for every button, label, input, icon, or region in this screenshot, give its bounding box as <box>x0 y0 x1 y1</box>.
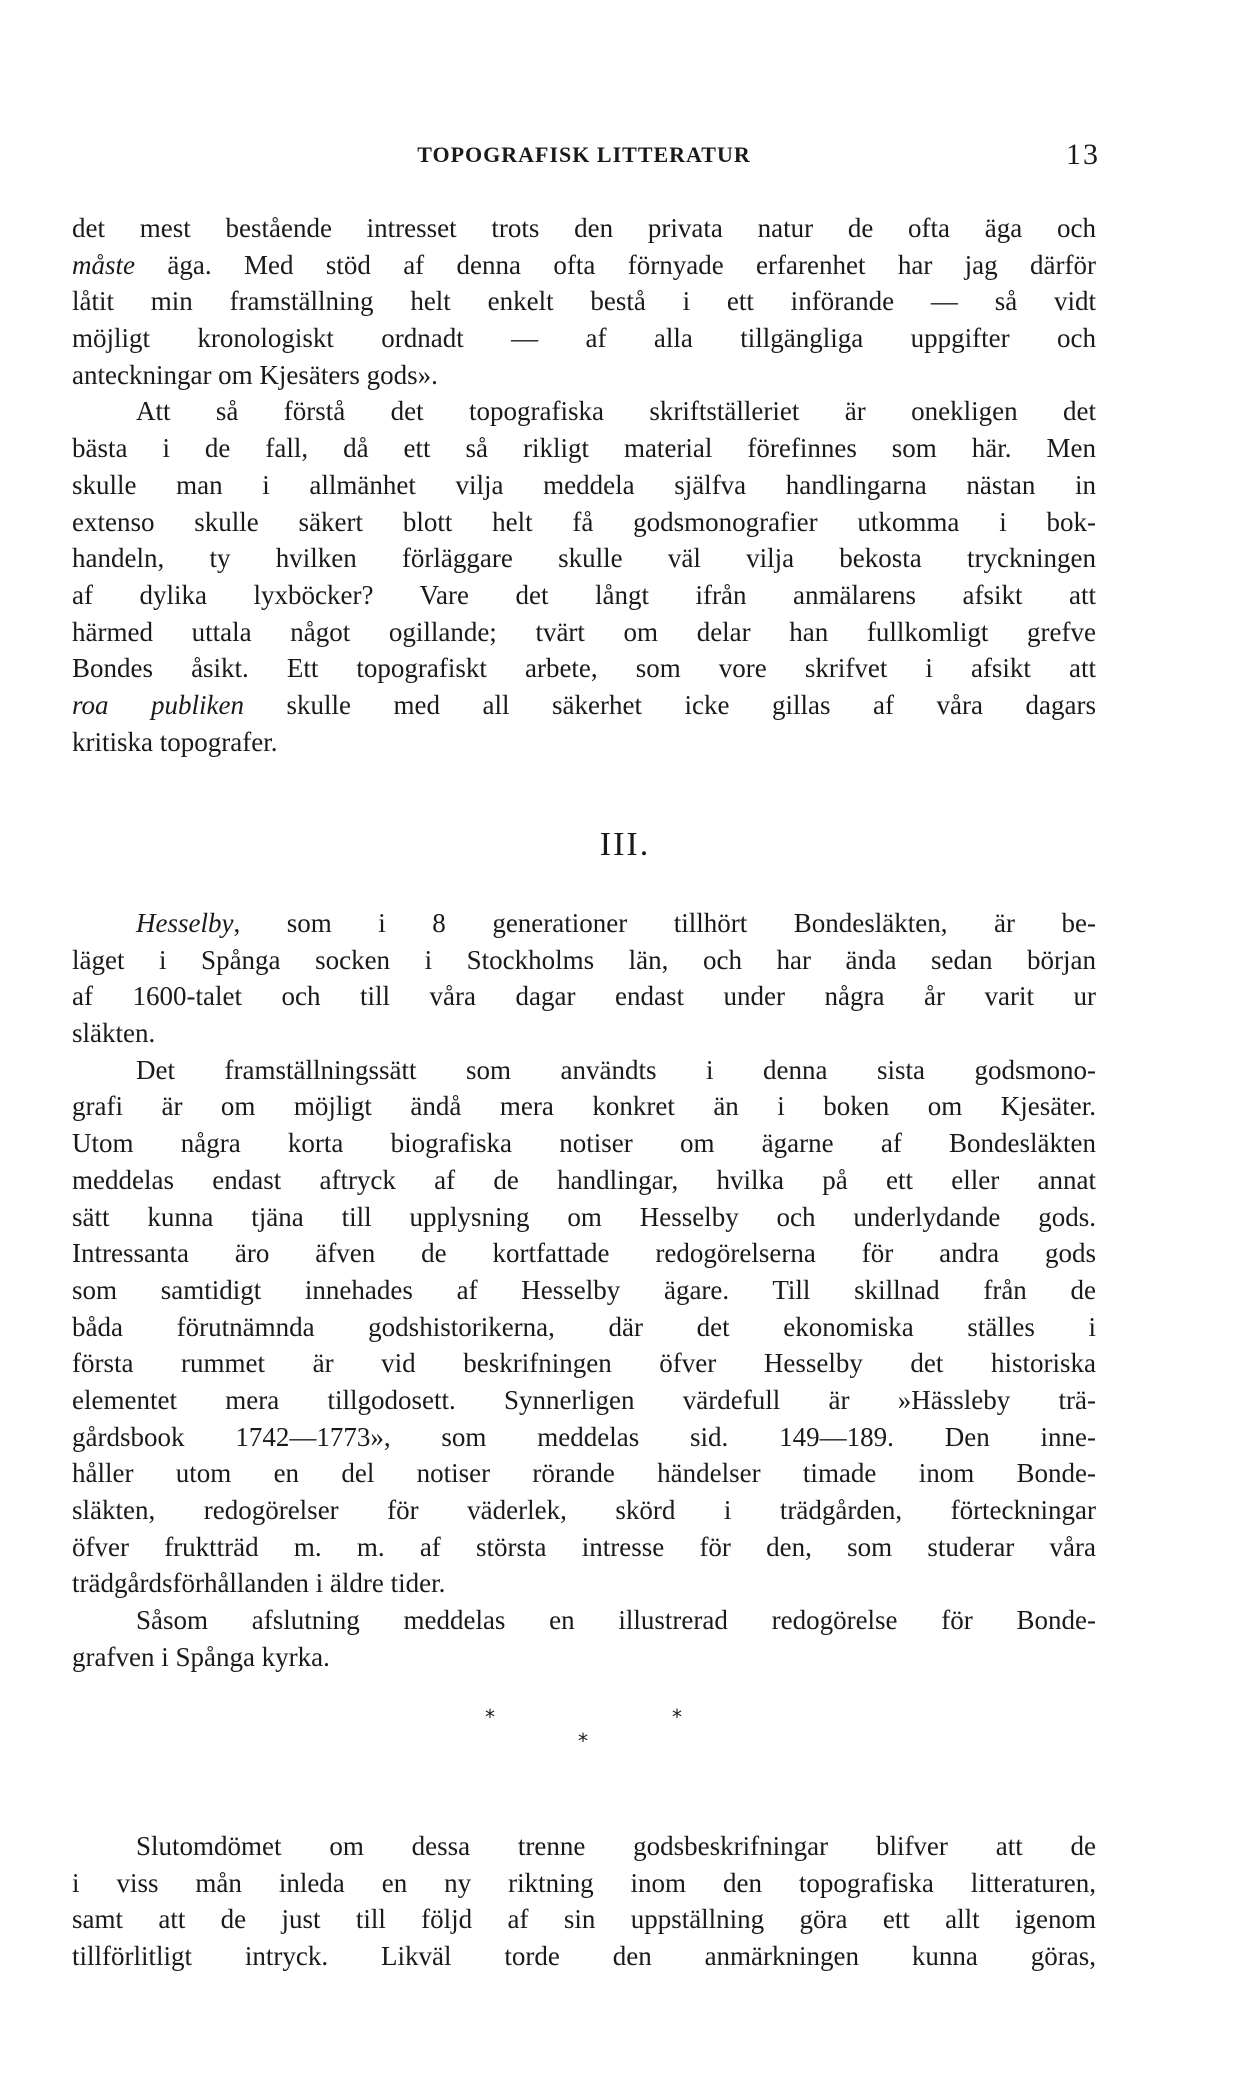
text-line: handeln, ty hvilken förläggare skulle väl vilja bekosta tryckningen <box>72 543 1096 574</box>
text-line: af 1600-talet och till våra dagar endast under några år varit ur <box>72 981 1096 1012</box>
text-line: sätt kunna tjäna till upplysning om Hesselby och underlydande gods. <box>72 1201 1096 1232</box>
text-line: af dylika lyxböcker? Vare det långt ifrån anmälarens afsikt att <box>72 579 1096 610</box>
italic-phrase: roa publiken <box>72 689 244 720</box>
text-line: Att så förstå det topografiska skriftställeriet är onekligen det <box>136 396 1096 427</box>
text-line: meddelas endast aftryck af de handlingar, hvilka på ett eller annat <box>72 1164 1096 1195</box>
text-line: Bondes åsikt. Ett topografiskt arbete, som vore skrifvet i afsikt att <box>72 653 1096 684</box>
text-line: Såsom afslutning meddelas en illustrerad redogörelse för Bonde- <box>136 1605 1096 1636</box>
text-line: det mest bestående intresset trots den privata natur de ofta äga och <box>72 213 1096 243</box>
text-line: läget i Spånga socken i Stockholms län, och har ända sedan början <box>72 944 1096 975</box>
text-line: släkten, redogörelser för väderlek, skörd i trädgården, förteckningar <box>72 1495 1096 1525</box>
page-number: 13 <box>1066 138 1100 171</box>
text-line: släkten. <box>72 1018 156 1049</box>
text-line: härmed uttala något ogillande; tvärt om delar han fullkomligt grefve <box>72 616 1096 647</box>
text-line: båda förutnämnda godshistorikerna, där det ekonomiska ställes i <box>72 1311 1096 1342</box>
text-line <box>72 247 1096 284</box>
separator-star: * <box>578 1729 588 1753</box>
text-line <box>72 687 1096 724</box>
text-line: grafven i Spånga kyrka. <box>72 1641 330 1672</box>
intro-paragraphs <box>72 210 1096 760</box>
section-paragraphs <box>72 905 1096 1675</box>
text-line <box>72 905 1096 942</box>
text-line: bästa i de fall, då ett så rikligt material förefinnes som här. Men <box>72 433 1096 464</box>
text-line: håller utom en del notiser rörande händelser timade inom Bonde- <box>72 1458 1096 1489</box>
text-line: grafi är om möjligt ändå mera konkret än i boken om Kjesäter. <box>72 1091 1096 1122</box>
text-line: elementet mera tillgodosett. Synnerligen värdefull är »Hässleby trä- <box>72 1384 1096 1415</box>
text-line: i viss mån inleda en ny riktning inom den topografiska litteraturen, <box>72 1867 1096 1898</box>
text-line: extenso skulle säkert blott helt få godsmonografier utkomma i bok- <box>72 506 1096 537</box>
text-line: skulle man i allmänhet vilja meddela själfva handlingarna nästan in <box>72 469 1096 500</box>
running-head <box>72 138 1100 174</box>
text-line: anteckningar om Kjesäters gods». <box>72 359 438 390</box>
text-line: Slutomdömet om dessa trenne godsbeskrifningar blifver att de <box>136 1831 1096 1861</box>
section-separator <box>0 1705 1250 1765</box>
text-run: äga. Med stöd af denna ofta förnyade erfarenhet har jag därför <box>135 249 1096 280</box>
section-heading: III. <box>599 826 651 863</box>
separator-star: * <box>672 1705 682 1729</box>
text-line: kritiska topografer. <box>72 726 278 757</box>
text-line: tillförlitligt intryck. Likväl torde den anmärkningen kunna göras, <box>72 1941 1096 1972</box>
text-line: trädgårdsförhållanden i äldre tider. <box>72 1568 446 1599</box>
text-line: Det framställningssätt som användts i denna sista godsmono- <box>136 1054 1096 1085</box>
text-line: låtit min framställning helt enkelt bestå i ett införande — så vidt <box>72 286 1096 317</box>
text-line: möjligt kronologiskt ordnadt — af alla tillgängliga uppgifter och <box>72 323 1096 354</box>
italic-phrase: måste <box>72 249 135 280</box>
text-line: första rummet är vid beskrifningen öfver Hesselby det historiska <box>72 1348 1096 1379</box>
text-line: gårdsbook 1742—1773», som meddelas sid. 149—189. Den inne- <box>72 1421 1096 1452</box>
closing-paragraph <box>72 1828 1096 1975</box>
text-line: Intressanta äro äfven de kortfattade redogörelserna för andra gods <box>72 1238 1096 1269</box>
text-line: öfver fruktträd m. m. af största intresse för den, som studerar våra <box>72 1531 1096 1562</box>
running-title: TOPOGRAFISK LITTERATUR <box>417 142 751 167</box>
text-line: Utom några korta biografiska notiser om ägarne af Bondesläkten <box>72 1128 1096 1159</box>
separator-star: * <box>485 1705 495 1729</box>
text-line: samt att de just till följd af sin uppställning göra ett allt igenom <box>72 1904 1096 1935</box>
text-run: skulle med all säkerhet icke gillas af våra dagars <box>244 689 1096 720</box>
text-line: som samtidigt innehades af Hesselby ägare. Till skillnad från de <box>72 1274 1096 1305</box>
italic-phrase: Hesselby <box>136 908 234 938</box>
text-run: , som i 8 generationer tillhört Bondesläkten, är be- <box>233 908 1096 938</box>
